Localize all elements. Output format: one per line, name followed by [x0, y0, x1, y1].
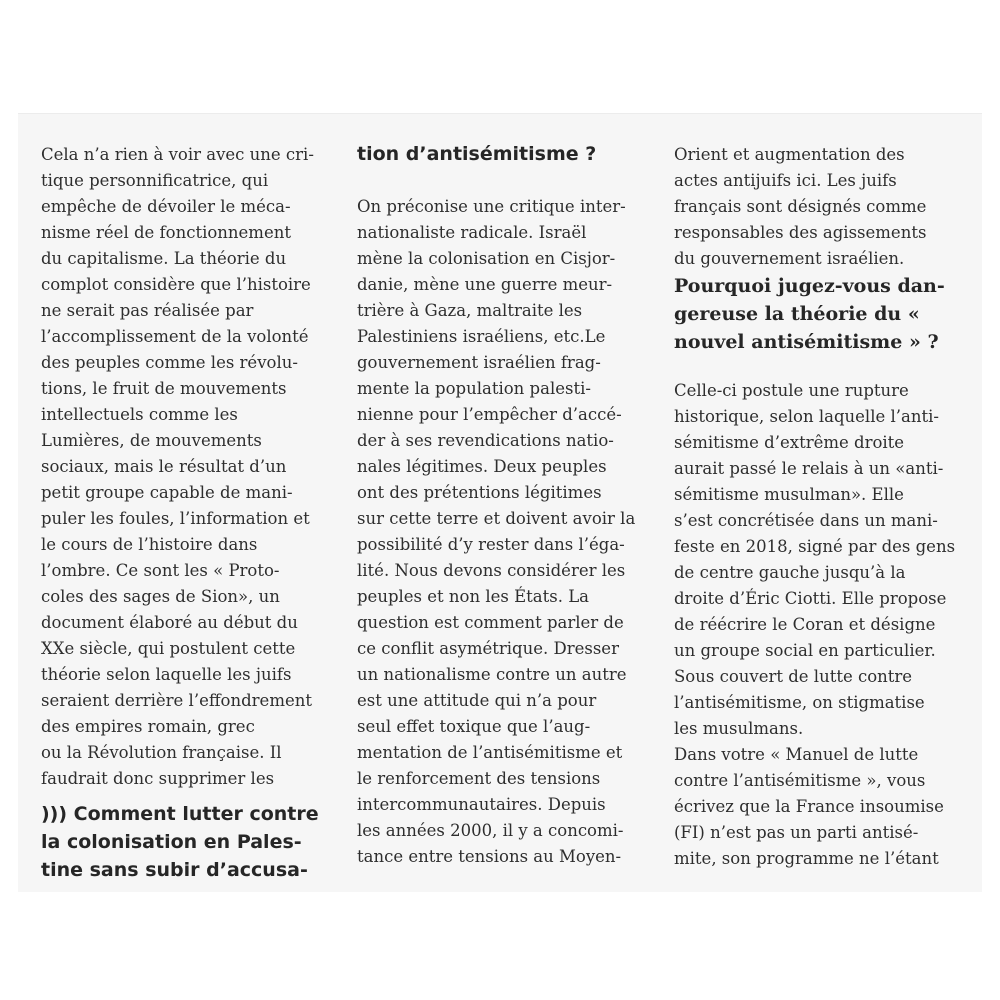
body-line: ne serait pas réalisée par	[41, 301, 254, 320]
body-line: le renforcement des tensions	[357, 769, 601, 788]
body-line: sociaux, mais le résultat d’un	[41, 457, 287, 476]
body-line: nienne pour l’empêcher d’accé-	[357, 405, 622, 424]
body-line: XXe siècle, qui postulent cette	[41, 639, 296, 658]
body-line: feste en 2018, signé par des gens	[674, 537, 956, 556]
body-line: les musulmans.	[674, 719, 804, 738]
body-line: des empires romain, grec	[41, 717, 255, 736]
body-line: tique personnificatrice, qui	[41, 171, 269, 190]
body-line: coles des sages de Sion», un	[41, 587, 280, 606]
body-line: sémitisme d’extrême droite	[674, 433, 905, 452]
body-line: Dans votre « Manuel de lutte	[674, 745, 919, 764]
section-heading-line: la colonisation en Pales-	[41, 831, 302, 853]
body-line: s’est concrétisée dans un mani-	[674, 511, 938, 530]
body-line: écrivez que la France insoumise	[674, 797, 944, 816]
body-line: l’accomplissement de la volonté	[41, 327, 309, 346]
body-line: sémitisme musulman». Elle	[674, 485, 904, 504]
section-heading-line: ))) Comment lutter contre	[41, 803, 319, 825]
body-line: puler les foules, l’information et	[41, 509, 310, 528]
body-line: l’antisémitisme, on stigmatise	[674, 693, 925, 712]
body-line: document élaboré au début du	[41, 613, 298, 632]
body-line: complot considère que l’histoire	[41, 275, 311, 294]
body-line: sur cette terre et doivent avoir la	[357, 509, 636, 528]
body-line: ce conflit asymétrique. Dresser	[357, 639, 619, 658]
body-line: responsables des agissements	[674, 223, 927, 242]
body-line: actes antijuifs ici. Les juifs	[674, 171, 897, 190]
body-line: peuples et non les États. La	[357, 587, 589, 606]
body-line: de réécrire le Coran et désigne	[674, 615, 936, 634]
body-line: intellectuels comme les	[41, 405, 238, 424]
body-line: gouvernement israélien frag-	[357, 353, 601, 372]
body-line: un groupe social en particulier.	[674, 641, 936, 660]
body-line: Sous couvert de lutte contre	[674, 667, 913, 686]
body-line: historique, selon laquelle l’anti-	[674, 407, 939, 426]
section-heading-line: Pourquoi jugez-vous dan-	[674, 275, 945, 297]
body-line: français sont désignés comme	[674, 197, 927, 216]
body-line: possibilité d’y rester dans l’éga-	[357, 535, 625, 554]
body-line: mentation de l’antisémitisme et	[357, 743, 623, 762]
body-line: ont des prétentions légitimes	[357, 483, 602, 502]
body-line: du capitalisme. La théorie du	[41, 249, 287, 268]
body-line: aurait passé le relais à un «anti-	[674, 459, 944, 478]
section-heading-line: nouvel antisémitisme » ?	[674, 331, 939, 353]
article-page	[18, 113, 982, 892]
body-line: du gouvernement israélien.	[674, 249, 905, 268]
body-line: Lumières, de mouvements	[41, 431, 262, 450]
body-line: tance entre tensions au Moyen-	[357, 847, 622, 866]
body-line: question est comment parler de	[357, 613, 624, 632]
body-line: nationaliste radicale. Israël	[357, 223, 587, 242]
body-line: contre l’antisémitisme », vous	[674, 771, 926, 790]
section-heading-line: tine sans subir d’accusa-	[41, 859, 308, 881]
section-heading-line: tion d’antisémitisme ?	[357, 143, 597, 165]
body-line: de centre gauche jusqu’à la	[674, 563, 906, 582]
body-line: ou la Révolution française. Il	[41, 743, 282, 762]
body-line: (FI) n’est pas un parti antisé-	[674, 823, 919, 842]
body-line: Orient et augmentation des	[674, 145, 905, 164]
body-line: Cela n’a rien à voir avec une cri-	[41, 145, 314, 164]
body-line: empêche de dévoiler le méca-	[41, 197, 291, 216]
body-line: est une attitude qui n’a pour	[357, 691, 597, 710]
body-line: mène la colonisation en Cisjor-	[357, 249, 616, 268]
body-line: seraient derrière l’effondrement	[41, 691, 312, 710]
body-line: trière à Gaza, maltraite les	[357, 301, 583, 320]
body-line: nisme réel de fonctionnement	[41, 223, 291, 242]
section-heading-line: gereuse la théorie du «	[674, 303, 920, 325]
body-line: tions, le fruit de mouvements	[41, 379, 287, 398]
body-line: danie, mène une guerre meur-	[357, 275, 613, 294]
body-line: mite, son programme ne l’étant	[674, 849, 939, 868]
body-line: faudrait donc supprimer les	[41, 769, 275, 788]
body-line: le cours de l’histoire dans	[41, 535, 258, 554]
body-line: Celle-ci postule une rupture	[674, 381, 909, 400]
body-line: théorie selon laquelle les juifs	[41, 665, 292, 684]
body-line: lité. Nous devons considérer les	[357, 561, 626, 580]
body-line: l’ombre. Ce sont les « Proto-	[41, 561, 280, 580]
body-line: petit groupe capable de mani-	[41, 483, 293, 502]
body-line: intercommunautaires. Depuis	[357, 795, 606, 814]
body-line: Palestiniens israéliens, etc.Le	[357, 327, 606, 346]
body-line: nales légitimes. Deux peuples	[357, 457, 607, 476]
body-line: mente la population palesti-	[357, 379, 591, 398]
body-line: seul effet toxique que l’aug-	[357, 717, 591, 736]
body-line: un nationalisme contre un autre	[357, 665, 627, 684]
body-line: les années 2000, il y a concomi-	[357, 821, 624, 840]
body-line: der à ses revendications natio-	[357, 431, 614, 450]
body-line: On préconise une critique inter-	[357, 197, 626, 216]
body-line: des peuples comme les révolu-	[41, 353, 298, 372]
body-line: droite d’Éric Ciotti. Elle propose	[674, 589, 947, 608]
